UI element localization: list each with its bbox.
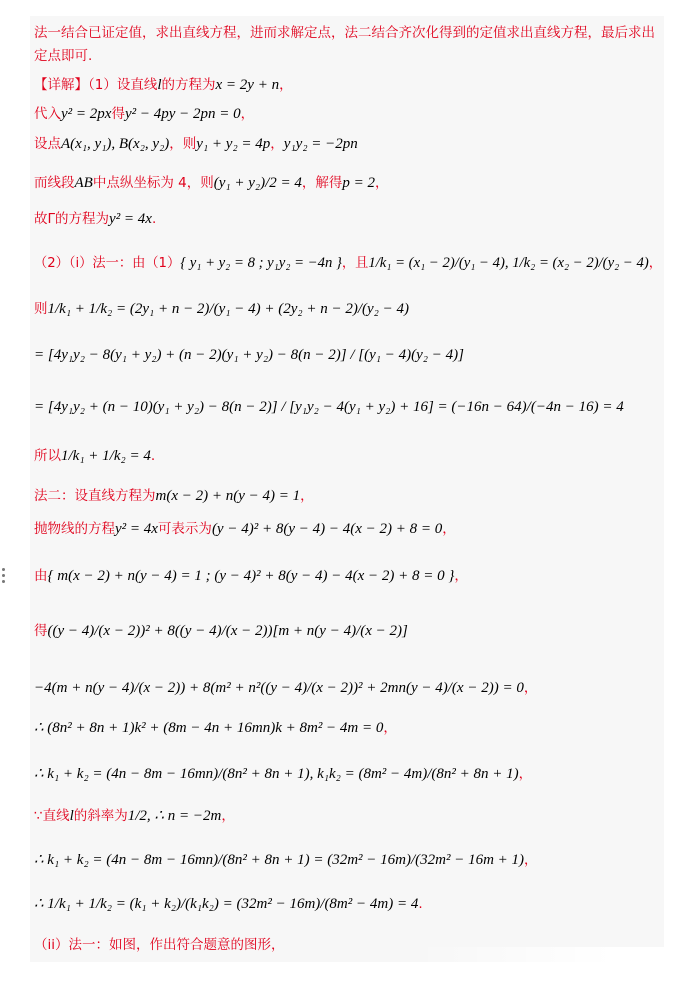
math-expression: { m(x − 2) + n(y − 4) = 1 ; (y − 4)² + 8(y − 4) − 4(x − 2) + 8 = 0 } [47,568,455,584]
math-expression: ∴ 1/k₁ + 1/k₂ = (k₁ + k₂)/(k₁k₂) = (32m² − 16m)/(8m² − 4m) = 4 [34,896,419,912]
text-run: 定点即可. [34,48,93,64]
text-run: 法二：设直线方程为 [34,488,156,504]
text-run: ， [454,568,468,584]
text-run: ， [524,852,538,868]
text-run: 所以 [34,448,61,464]
text-run: ， [240,106,255,122]
text-line [34,849,538,871]
text-run: 可表示为 [157,521,212,537]
text-run: 得 [111,106,125,122]
drag-handle-icon[interactable] [2,568,6,586]
text-line [34,805,235,827]
math-expression: (y₁ + y₂)/2 = 4 [213,175,302,191]
math-expression: (y − 4)² + 8(y − 4) − 4(x − 2) + 8 = 0 [211,521,443,537]
text-run: 由 [34,568,48,584]
text-line [34,74,293,96]
math-expression: ∴ k₁ + k₂ = (4n − 8m − 16mn)/(8n² + 8n + 1), k₁k₂ = (8m² − 4m)/(8n² + 8n + 1) [34,766,519,782]
text-line [34,22,655,44]
text-line [34,677,537,699]
text-run: ， [300,488,314,504]
math-expression: −4(m + n(y − 4)/(x − 2)) + 8(m² + n²((y − 4)/(x − 2))² + 2mn(y − 4)/(x − 2)) = 0 [34,680,524,696]
math-expression: AB [74,175,93,191]
math-expression: = [4y₁y₂ − 8(y₁ + y₂) + (n − 2)(y₁ + y₂) − 8(n − 2)] / [(y₁ − 4)(y₂ − 4)] [34,347,464,363]
math-expression: ∴ (8n² + 8n + 1)k² + (8m − 4n + 16mn)k + 8m² − 4m = 0 [34,720,384,736]
text-run: （2）（i）法一：由（1） [34,255,181,271]
text-run: ， [375,175,389,191]
text-line [34,252,662,274]
text-run: ， [279,77,293,93]
text-run: 【详解】（1）设直线 [34,77,158,93]
text-run: . [418,896,423,912]
text-run: 抛物线的方程 [34,521,115,537]
math-expression: l [157,77,162,93]
math-expression: y² = 2px [61,106,112,122]
text-run: 法一结合已证定值，求出直线方程，进而求解定点，法二结合齐次化得到的定值求出直线方程，最后求出 [34,25,655,41]
math-expression: y₁y₂ = −2pn [283,136,358,152]
math-expression: 1/k₁ = (x₁ − 2)/(y₁ − 4), 1/k₂ = (x₂ − 2)/(y₂ − 4) [368,255,649,271]
text-run: ， [442,521,456,537]
text-run: ，解得 [301,175,343,191]
text-line [34,485,314,507]
text-run: 中点纵坐标为 4，则 [92,175,214,191]
text-run: ， [648,255,662,271]
text-run: 的斜率为 [73,808,128,824]
text-line [34,133,358,155]
text-line [34,763,532,785]
text-run: （ii）法一：如图，作出符合题意的图形， [34,937,285,953]
text-run: ， [518,766,533,782]
text-run: ，且 [341,255,369,271]
text-run: 得 [34,623,48,639]
text-line [34,717,397,739]
text-line [34,298,409,320]
text-line [34,893,423,915]
math-expression: A(x₁, y₁), B(x₂, y₂) [61,136,170,152]
text-run: ， [383,720,397,736]
text-run: 则 [34,301,48,317]
math-expression: l [69,808,74,824]
bottom-fade [416,947,696,987]
math-expression: { y₁ + y₂ = 8 ; y₁y₂ = −4n } [180,255,342,271]
text-run: 的方程为 [161,77,216,93]
math-expression: y² − 4py − 2pn = 0 [124,106,241,122]
math-expression: ∴ k₁ + k₂ = (4n − 8m − 16mn)/(8n² + 8n + 1) = (32m² − 16m)/(32m² − 16m + 1) [34,852,525,868]
text-line [34,103,254,125]
math-expression: x = 2y + n [215,77,280,93]
text-line [34,518,456,540]
math-expression: m(x − 2) + n(y − 4) = 1 [155,488,301,504]
text-run: . [150,448,156,464]
text-run: 故Γ的方程为 [34,211,110,227]
math-expression: 1/k₁ + 1/k₂ = 4 [61,448,151,464]
math-expression: y² = 4x [109,211,152,227]
text-line [34,208,156,230]
text-line [34,344,464,366]
text-line [34,565,468,587]
text-line [34,45,92,67]
math-expression: p = 2 [342,175,375,191]
math-expression: 1/k₁ + 1/k₂ = (2y₁ + n − 2)/(y₁ − 4) + (2y₂ + n − 2)/(y₂ − 4) [47,301,409,317]
text-run: ，则 [169,136,197,152]
text-run: ， [270,136,284,152]
text-run: 而线段 [34,175,75,191]
text-run: ， [523,680,538,696]
text-run: ∵直线 [34,808,70,824]
text-line [34,934,285,956]
text-run: . [151,211,157,227]
text-run: 代入 [34,106,61,122]
text-line [34,620,408,642]
math-expression: y₁ + y₂ = 4p [196,136,271,152]
math-expression: 1/2, ∴ n = −2m [127,808,222,824]
text-line [34,396,624,418]
text-line [34,172,389,194]
text-run: 设点 [34,136,61,152]
math-expression: = [4y₁y₂ + (n − 10)(y₁ + y₂) − 8(n − 2)] / [y₁y₂ − 4(y₁ + y₂) + 16] = (−16n − 64)/(−4n − 16) = 4 [34,399,624,415]
math-expression: y² = 4x [115,521,158,537]
math-expression: ((y − 4)/(x − 2))² + 8((y − 4)/(x − 2))[m + n(y − 4)/(x − 2)] [47,623,408,639]
text-run: ， [221,808,235,824]
text-line [34,445,155,467]
